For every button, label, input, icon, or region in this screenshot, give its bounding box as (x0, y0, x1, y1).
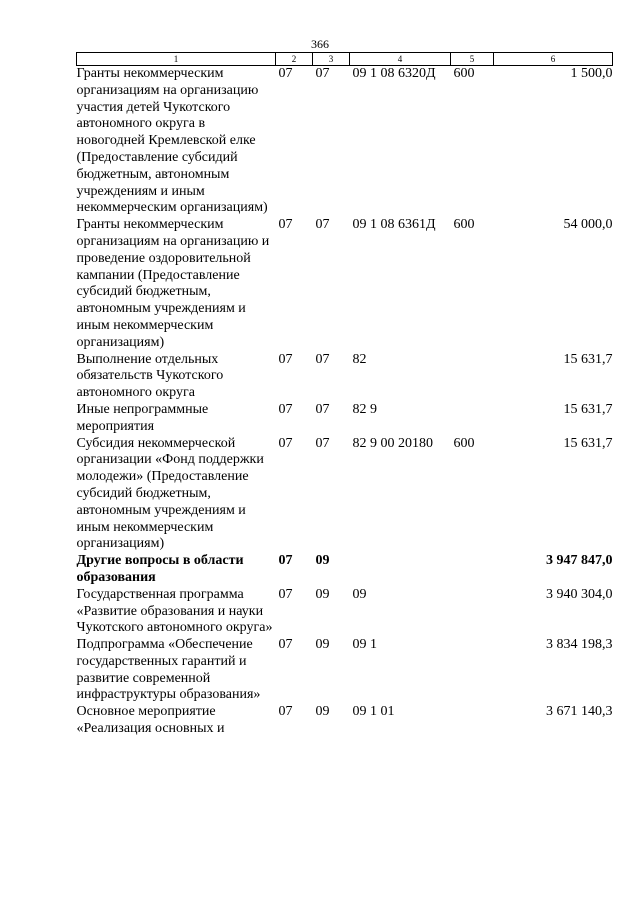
row-expense-type (451, 637, 494, 704)
row-section: 07 (278, 66, 293, 81)
row-expense-type: 600 (453, 66, 475, 81)
row-section: 07 (278, 553, 293, 569)
table-row (77, 436, 613, 554)
row-section: 07 (278, 217, 293, 233)
row-target-article: 09 (352, 586, 367, 602)
row-subsection: 09 (315, 586, 330, 602)
row-target-article: 82 9 00 20180 (352, 435, 433, 451)
table-row (77, 402, 613, 436)
row-amount: 1 500,0 (570, 66, 613, 81)
row-expense-type (451, 704, 494, 738)
row-amount: 15 631,7 (563, 435, 613, 451)
table-row (77, 553, 613, 587)
row-subsection: 07 (315, 217, 330, 233)
row-subsection: 07 (315, 401, 330, 417)
row-amount: 3 834 198,3 (546, 637, 613, 653)
row-name: Другие вопросы в области образования (76, 553, 244, 585)
row-amount: 3 671 140,3 (546, 704, 613, 720)
row-subsection: 09 (315, 553, 330, 569)
table-row (77, 637, 613, 704)
row-name: Субсидия некоммерческой организации «Фонд поддержки молодежи» (Предоставление субсидий бюджетным, автономным учреждениям и иным некоммерческим организациям) (76, 435, 264, 552)
row-expense-type (451, 352, 494, 402)
row-name: Выполнение отдельных обязательств Чукотского автономного округа (76, 351, 224, 401)
row-name: Гранты некоммерческим организациям на организацию участия детей Чукотского автономного округа в новогодней Кремлевской елке (Предоставление субсидий бюджетным, автономным учреждениям и иным некоммерческим организациям) (76, 66, 268, 216)
row-amount: 54 000,0 (563, 217, 613, 233)
table-row (77, 66, 613, 218)
row-amount: 15 631,7 (563, 351, 613, 367)
row-target-article (350, 553, 451, 587)
header-col-1: 1 (77, 53, 276, 66)
row-expense-type (451, 587, 494, 637)
header-col-2: 2 (276, 53, 313, 66)
row-target-article: 82 (352, 351, 367, 367)
row-subsection: 09 (315, 704, 330, 720)
row-target-article: 09 1 01 (352, 704, 395, 720)
table-row (77, 217, 613, 351)
header-col-4: 4 (350, 53, 451, 66)
header-col-3: 3 (313, 53, 350, 66)
page-number: 366 (311, 37, 329, 51)
row-name: Гранты некоммерческим организациям на организацию и проведение оздоровительной кампании (Предоставление субсидий бюджетным, автономным учреждениям и иным некоммерческим организациям) (76, 217, 270, 350)
row-expense-type: 600 (453, 435, 475, 451)
row-expense-type (451, 553, 494, 587)
budget-table (76, 52, 613, 738)
header-col-6: 6 (494, 53, 613, 66)
row-subsection: 07 (315, 351, 330, 367)
row-name: Основное мероприятие «Реализация основных и (76, 704, 225, 737)
table-row (77, 352, 613, 402)
row-section: 07 (278, 401, 293, 417)
row-expense-type: 600 (453, 217, 475, 233)
row-target-article: 09 1 08 6361Д (352, 217, 436, 233)
row-subsection: 07 (315, 435, 330, 451)
row-amount: 3 940 304,0 (546, 586, 613, 602)
header-col-5: 5 (451, 53, 494, 66)
row-section: 07 (278, 435, 293, 451)
row-amount: 15 631,7 (563, 401, 613, 417)
row-target-article: 82 9 (352, 401, 377, 417)
row-subsection: 09 (315, 637, 330, 653)
row-section: 07 (278, 586, 293, 602)
row-subsection: 07 (315, 66, 330, 81)
table-row (77, 587, 613, 637)
row-name: Иные непрограммные мероприятия (76, 401, 209, 434)
row-name: Государственная программа «Развитие образования и науки Чукотского автономного округа» (76, 586, 273, 636)
row-target-article: 09 1 (352, 637, 377, 653)
table-body (77, 66, 613, 738)
row-section: 07 (278, 351, 293, 367)
row-amount: 3 947 847,0 (546, 553, 613, 569)
row-section: 07 (278, 704, 293, 720)
row-expense-type (451, 402, 494, 436)
row-section: 07 (278, 637, 293, 653)
row-target-article: 09 1 08 6320Д (352, 66, 436, 81)
table-row (77, 704, 613, 738)
row-name: Подпрограмма «Обеспечение государственных гарантий и развитие современной инфраструктуры образования» (76, 637, 261, 703)
table-header-row (77, 53, 613, 66)
